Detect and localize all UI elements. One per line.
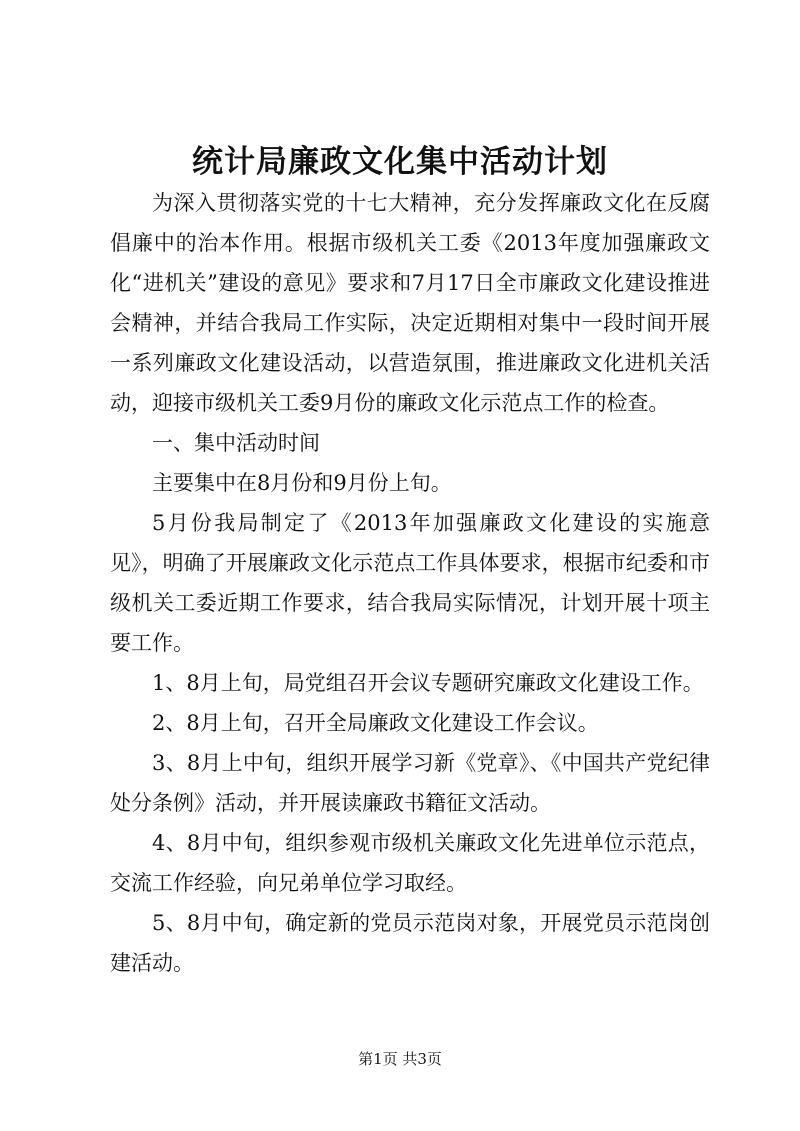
section-heading-activity-time: 一、集中活动时间 (152, 431, 320, 455)
paragraph-intro: 为深入贯彻落实党的十七大精神，充分发挥廉政文化在反腐倡廉中的治本作用。根据市级机关工委《2013年度加强廉政文化“进机关”建设的意见》要求和7月17日全市廉政文化建设推进会精神，并结合我局工作实际，决定近期相对集中一段时间开展一系列廉政文化建设活动，以营造氛围，推进廉政文化进机关活动，迎接市级机关工委9月份的廉政文化示范点工作的检查。 (110, 191, 710, 415)
list-item-1: 1、8月上旬，局党组召开会议专题研究廉政文化建设工作。 (152, 671, 704, 695)
list-item-4: 4、8月中旬，组织参观市级机关廉政文化先进单位示范点，交流工作经验，向兄弟单位学习取经。 (110, 831, 710, 895)
paragraph-time: 主要集中在8月份和9月份上旬。 (152, 471, 452, 495)
list-item-2: 2、8月上旬，召开全局廉政文化建设工作会议。 (152, 711, 599, 735)
page-number-footer: 第1页 共3页 (358, 1050, 442, 1068)
list-item-5: 5、8月中旬，确定新的党员示范岗对象，开展党员示范岗创建活动。 (110, 911, 710, 975)
document-body (110, 183, 710, 983)
paragraph-plan: 5月份我局制定了《2013年加强廉政文化建设的实施意见》，明确了开展廉政文化示范点工作具体要求，根据市纪委和市级机关工委近期工作要求，结合我局实际情况，计划开展十项主要工作。 (110, 511, 710, 655)
document-title: 统计局廉政文化集中活动计划 (192, 144, 608, 180)
list-item-3: 3、8月上中旬，组织开展学习新《党章》、《中国共产党纪律处分条例》活动，并开展读廉政书籍征文活动。 (110, 751, 710, 815)
